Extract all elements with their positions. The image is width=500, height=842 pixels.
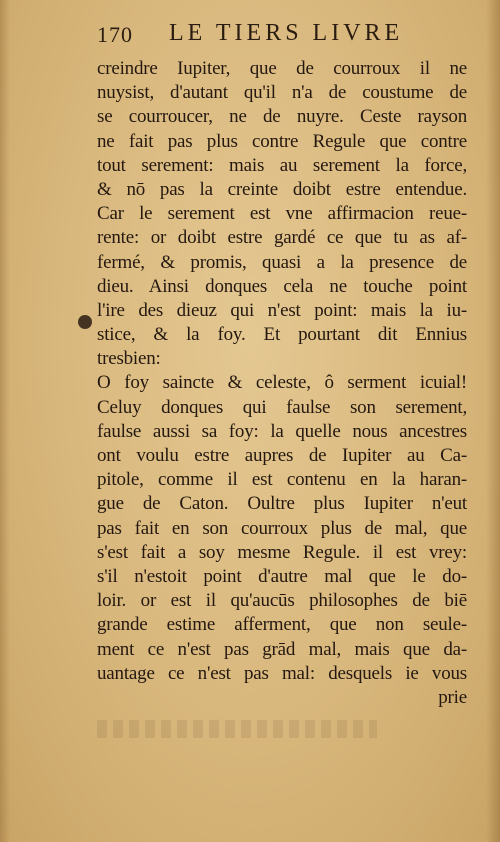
body-text [97, 57, 467, 710]
text-line: tresbien: [97, 348, 161, 370]
text-line: & nō pas la creinte doibt estre entendue. [97, 178, 467, 200]
text-line: dieu. Ainsi donques cela ne touche point [97, 275, 467, 297]
text-line: ont voulu estre aupres de Iupiter au Ca- [97, 445, 467, 467]
text-line: nuysist, d'autant qu'il n'a de coustume de [97, 82, 467, 104]
text-line: grande estime afferment, que non seule- [97, 614, 467, 636]
text-line: creindre Iupiter, que de courroux il ne [97, 58, 467, 79]
text-line: Car le serement est vne affirmacion reue- [97, 203, 467, 225]
page-header [97, 18, 427, 50]
text-line: ne fait pas plus contre Regule que contre [97, 130, 467, 152]
text-line: pitole, comme il est contenu en la haran- [97, 469, 467, 491]
text-line: gue de Caton. Oultre plus Iupiter n'eut [97, 493, 467, 515]
text-line: stice, & la foy. Et pourtant dit Ennius [97, 324, 467, 346]
text-line: s'il n'estoit point d'autre mal que le do- [97, 565, 467, 587]
text-line: se courroucer, ne de nuyre. Ceste rayson [97, 106, 467, 128]
page-number: 170 [97, 22, 133, 47]
show-through [97, 720, 377, 738]
text-line: fermé, & promis, quasi a la presence de [97, 251, 467, 273]
text-line: Celuy donques qui faulse son serement, [97, 396, 467, 418]
text-line: l'ire des dieuz qui n'est point: mais la iu- [97, 299, 467, 321]
text-line: s'est fait a soy mesme Regule. il est vrey: [97, 541, 467, 563]
text-line: faulse aussi sa foy: la quelle nous ancestres [97, 420, 467, 442]
text-line: O foy saincte & celeste, ô serment icuial! [97, 372, 467, 394]
catchword: prie [438, 686, 467, 708]
text-line: pas fait en son courroux plus de mal, que [97, 517, 467, 539]
running-head: LE TIERS LIVRE [169, 20, 404, 46]
text-line: tout serement: mais au serement la force, [97, 154, 467, 176]
text-line: loir. or est il qu'aucūs philosophes de biē [97, 590, 467, 612]
text-line: rente: or doibt estre gardé ce que tu as af- [97, 227, 467, 249]
text-line: ment ce n'est pas grād mal, mais que da- [97, 638, 467, 660]
ink-blot [78, 315, 92, 329]
text-line: uantage ce n'est pas mal: desquels ie vous [97, 662, 467, 684]
